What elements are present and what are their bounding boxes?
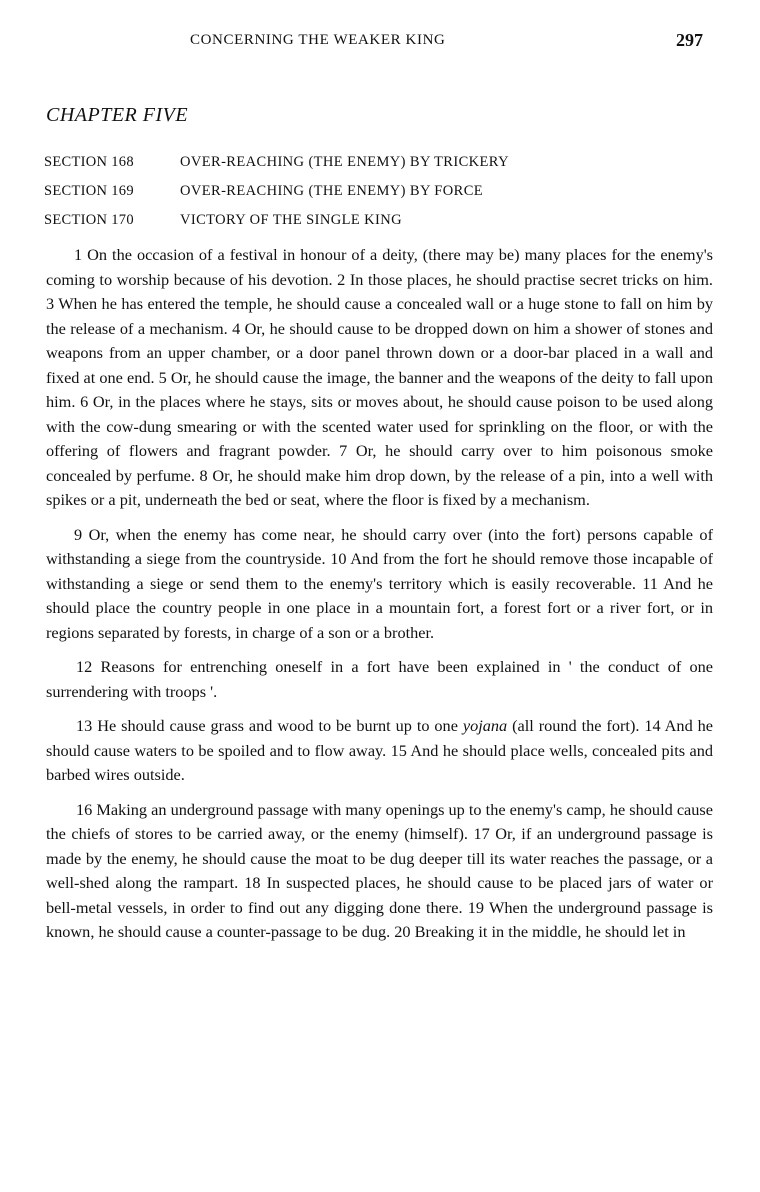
section-number: SECTION 169 bbox=[44, 183, 134, 199]
body-text bbox=[46, 243, 713, 955]
section-title: VICTORY OF THE SINGLE KING bbox=[180, 212, 402, 228]
section-list bbox=[44, 148, 724, 235]
section-row bbox=[44, 177, 724, 206]
paragraph: 1 On the occasion of a festival in honour of a deity, (there may be) many places for the enemy's coming to worship because of his devotion. 2 In those places, he should practise secret tricks on him. 3 When he has entered the temple, he should cause a concealed wall or a huge stone to fall on him by the release of a mechanism. 4 Or, he should cause to be dropped down on him a shower of stones and weapons from an upper chamber, or a door panel thrown down or a door-bar placed in a wall and fixed at one end. 5 Or, he should cause the image, the banner and the weapons of the deity to fall upon him. 6 Or, in the places where he stays, sits or moves about, he should cause poison to be used along with the cow-dung smearing or with the scented water used for sprinkling on the floor, or with the offering of flowers and fragrant powder. 7 Or, he should carry over to him poisonous smoke concealed by perfume. 8 Or, he should make him drop down, by the release of a pin, into a well with spikes or a pit, underneath the bed or seat, where the floor is fixed by a mechanism. bbox=[46, 245, 713, 509]
section-number: SECTION 170 bbox=[44, 212, 134, 228]
section-title: OVER-REACHING (THE ENEMY) BY TRICKERY bbox=[180, 154, 509, 170]
paragraph: 9 Or, when the enemy has come near, he should carry over (into the fort) persons capable of withstanding a siege from the countryside. 10 And from the fort he should remove those incapable of withstanding a siege or send them to the enemy's territory which is easily recoverable. 11 And he should place the country people in one place in a mountain fort, a forest fort or a river fort, or in regions separated by forests, in charge of a son or a brother. bbox=[46, 524, 713, 642]
chapter-title: CHAPTER FIVE bbox=[46, 104, 189, 126]
section-row bbox=[44, 148, 724, 177]
paragraph: 16 Making an underground passage with many openings up to the enemy's camp, he should cause the chiefs of stores to be carried away, or the enemy (himself). 17 Or, if an underground passage is made by the enemy, he should cause the moat to be dug deeper till its water reaches the passage, or a well-shed along the rampart. 18 In suspected places, he should cause to be placed jars of water or bell-metal vessels, in order to find out any digging done there. 19 When the underground passage is known, he should cause a counter-passage to be dug. 20 Breaking it in the middle, he should let in bbox=[46, 799, 713, 941]
section-number: SECTION 168 bbox=[44, 154, 134, 170]
section-row bbox=[44, 206, 724, 235]
paragraph: 12 Reasons for entrenching oneself in a fort have been explained in ' the conduct of one surrendering with troops '. bbox=[46, 657, 713, 701]
paragraph: 13 He should cause grass and wood to be burnt up to one yojana (all round the fort). 14 And he should cause waters to be spoiled and to flow away. 15 And he should place wells, concealed pits and barbed wires outside. bbox=[46, 716, 713, 784]
italic-term: yojana bbox=[462, 716, 508, 735]
section-title: OVER-REACHING (THE ENEMY) BY FORCE bbox=[180, 183, 484, 199]
running-head: CONCERNING THE WEAKER KING bbox=[190, 32, 446, 48]
page-number: 297 bbox=[676, 30, 703, 50]
